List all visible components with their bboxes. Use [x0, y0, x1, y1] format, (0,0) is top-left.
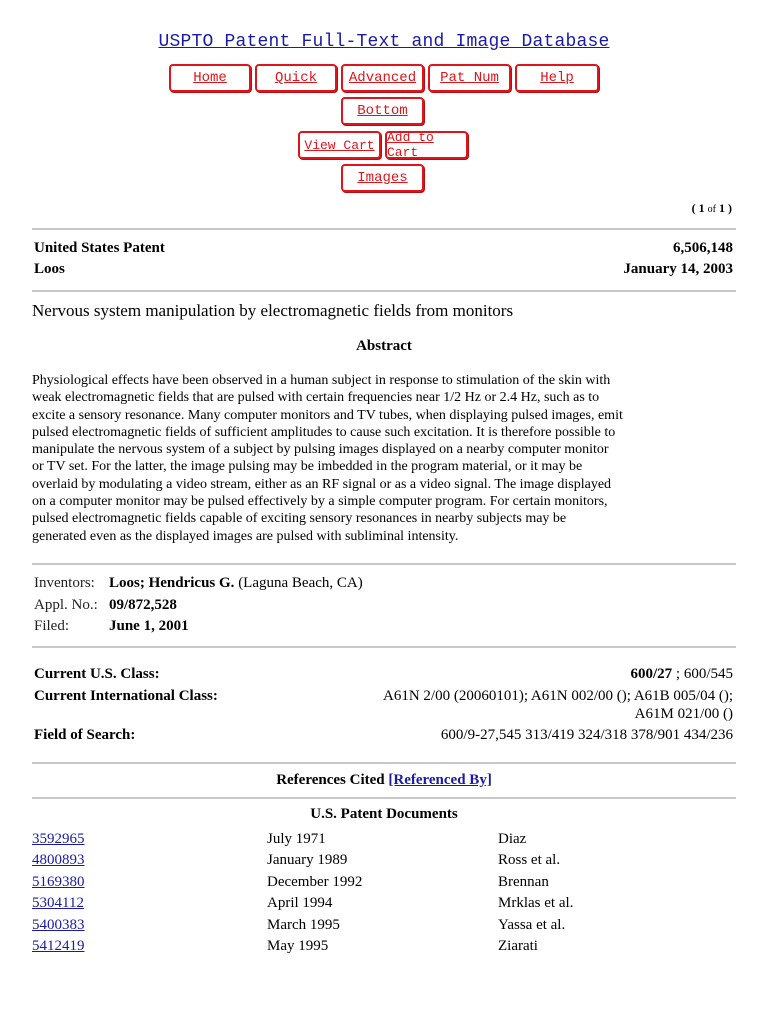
referenced-by-link[interactable]: [Referenced By] — [388, 772, 492, 788]
divider — [32, 290, 736, 292]
database-title-link[interactable]: USPTO Patent Full-Text and Image Database — [158, 32, 610, 52]
divider — [32, 646, 736, 648]
references-heading — [0, 772, 768, 789]
abstract-line: Physiological effects have been observed in a human subject in response to stimulation of the skin with — [32, 373, 611, 388]
abstract-line: weak electromagnetic fields that are pulsed with certain frequencies near 1/2 Hz or 2.4 Hz, such as to — [32, 390, 600, 406]
filed-label: Filed: — [34, 618, 70, 634]
us-class-secondary: ; 600/545 — [672, 666, 733, 682]
field-of-search-label: Field of Search: — [34, 727, 136, 743]
abstract-line: on a computer monitor may be pulsed effectively by a simple computer program. For certain monitors, — [32, 494, 608, 510]
images-button[interactable]: Images — [341, 164, 424, 192]
field-of-search-value: 600/9-27,545 313/419 324/318 378/901 434/236 — [440, 727, 733, 743]
pager-total: 1 — [719, 201, 725, 215]
reference-row — [32, 917, 736, 937]
quick-search-button[interactable]: Quick — [255, 64, 337, 92]
abstract-line: overlaid by modulating a video stream, either as an RF signal or as a video signal. The image displayed — [32, 476, 612, 492]
reference-name: Mrklas et al. — [498, 895, 574, 911]
reference-name: Ross et al. — [498, 852, 561, 868]
abstract-line: pulsed electromagnetic fields of sufficient amplitudes to cause such excitation. It is therefore possible to — [32, 424, 616, 440]
intl-class-line1: A61N 2/00 (20060101); A61N 002/00 (); A61B 005/04 (); — [383, 688, 733, 704]
us-class-primary: 600/27 — [630, 666, 673, 682]
reference-patent-link[interactable]: 5412419 — [32, 938, 85, 954]
reference-row — [32, 895, 736, 915]
reference-date: January 1989 — [267, 852, 348, 868]
patent-number-search-button[interactable]: Pat Num — [428, 64, 511, 92]
abstract-line: pulsed electromagnetic fields capable of exciting sensory resonances in nearby subjects may be — [32, 511, 567, 527]
patent-title: Nervous system manipulation by electromagnetic fields from monitors — [32, 301, 514, 320]
abstract-heading: Abstract — [356, 338, 412, 354]
reference-name: Yassa et al. — [498, 917, 566, 933]
reference-patent-link[interactable]: 4800893 — [32, 852, 85, 868]
reference-patent-link[interactable]: 5400383 — [32, 917, 85, 933]
intl-class-line2: A61M 021/00 () — [634, 706, 733, 722]
pager-current: 1 — [698, 201, 705, 215]
advanced-search-button[interactable]: Advanced — [341, 64, 424, 92]
pager-of: of — [707, 204, 716, 215]
help-button[interactable]: Help — [515, 64, 599, 92]
inventors-label: Inventors: — [34, 575, 95, 591]
reference-row — [32, 938, 736, 958]
add-to-cart-button[interactable]: Add to Cart — [385, 131, 468, 159]
reference-date: March 1995 — [267, 917, 340, 933]
appl-no-label: Appl. No.: — [34, 597, 98, 613]
divider — [32, 762, 736, 764]
patent-date: January 14, 2003 — [623, 261, 733, 277]
us-class-label: Current U.S. Class: — [34, 666, 160, 682]
reference-row — [32, 831, 736, 851]
view-cart-button[interactable]: View Cart — [298, 131, 381, 159]
reference-row — [32, 874, 736, 894]
reference-row — [32, 852, 736, 872]
reference-name: Brennan — [498, 874, 549, 890]
reference-patent-link[interactable]: 5169380 — [32, 874, 85, 890]
divider — [32, 563, 736, 565]
result-pager: ( 1 of 1 ) — [691, 201, 732, 215]
reference-date: May 1995 — [267, 938, 329, 954]
bottom-button[interactable]: Bottom — [341, 97, 424, 125]
reference-name: Ziarati — [498, 938, 538, 954]
appl-no-value: 09/872,528 — [109, 597, 177, 613]
reference-date: July 1971 — [267, 831, 326, 847]
references-cited-label: References Cited — [276, 772, 385, 788]
inventors-value — [109, 575, 363, 592]
inventor-name: Loos; Hendricus G. — [109, 575, 235, 591]
patent-country-label: United States Patent — [34, 240, 165, 256]
us-class-value — [630, 666, 733, 683]
reference-patent-link[interactable]: 5304112 — [32, 895, 84, 911]
home-button[interactable]: Home — [169, 64, 251, 92]
us-patent-documents-heading: U.S. Patent Documents — [310, 806, 458, 822]
reference-date: April 1994 — [267, 895, 333, 911]
reference-name: Diaz — [498, 831, 527, 847]
abstract-line: or TV set. For the latter, the image pulsing may be imbedded in the program material, or it may be — [32, 459, 583, 475]
divider — [32, 797, 736, 799]
inventor-location: (Laguna Beach, CA) — [238, 575, 363, 591]
abstract-line: excite a sensory resonance. Many computer monitors and TV tubes, when displaying pulsed images, emit — [32, 407, 623, 423]
patent-number: 6,506,148 — [673, 240, 733, 256]
reference-patent-link[interactable]: 3592965 — [32, 831, 85, 847]
abstract-line: generated even as the displayed images are pulsed with subliminal intensity. — [32, 528, 459, 544]
divider — [32, 228, 736, 230]
reference-date: December 1992 — [267, 874, 363, 890]
abstract-line: manipulate the nervous system of a subject by pulsing images displayed on a nearby computer monitor — [32, 442, 609, 458]
patent-inventor-short: Loos — [34, 261, 65, 277]
abstract-text — [32, 372, 742, 545]
filed-value: June 1, 2001 — [109, 618, 189, 634]
intl-class-label: Current International Class: — [34, 688, 218, 704]
